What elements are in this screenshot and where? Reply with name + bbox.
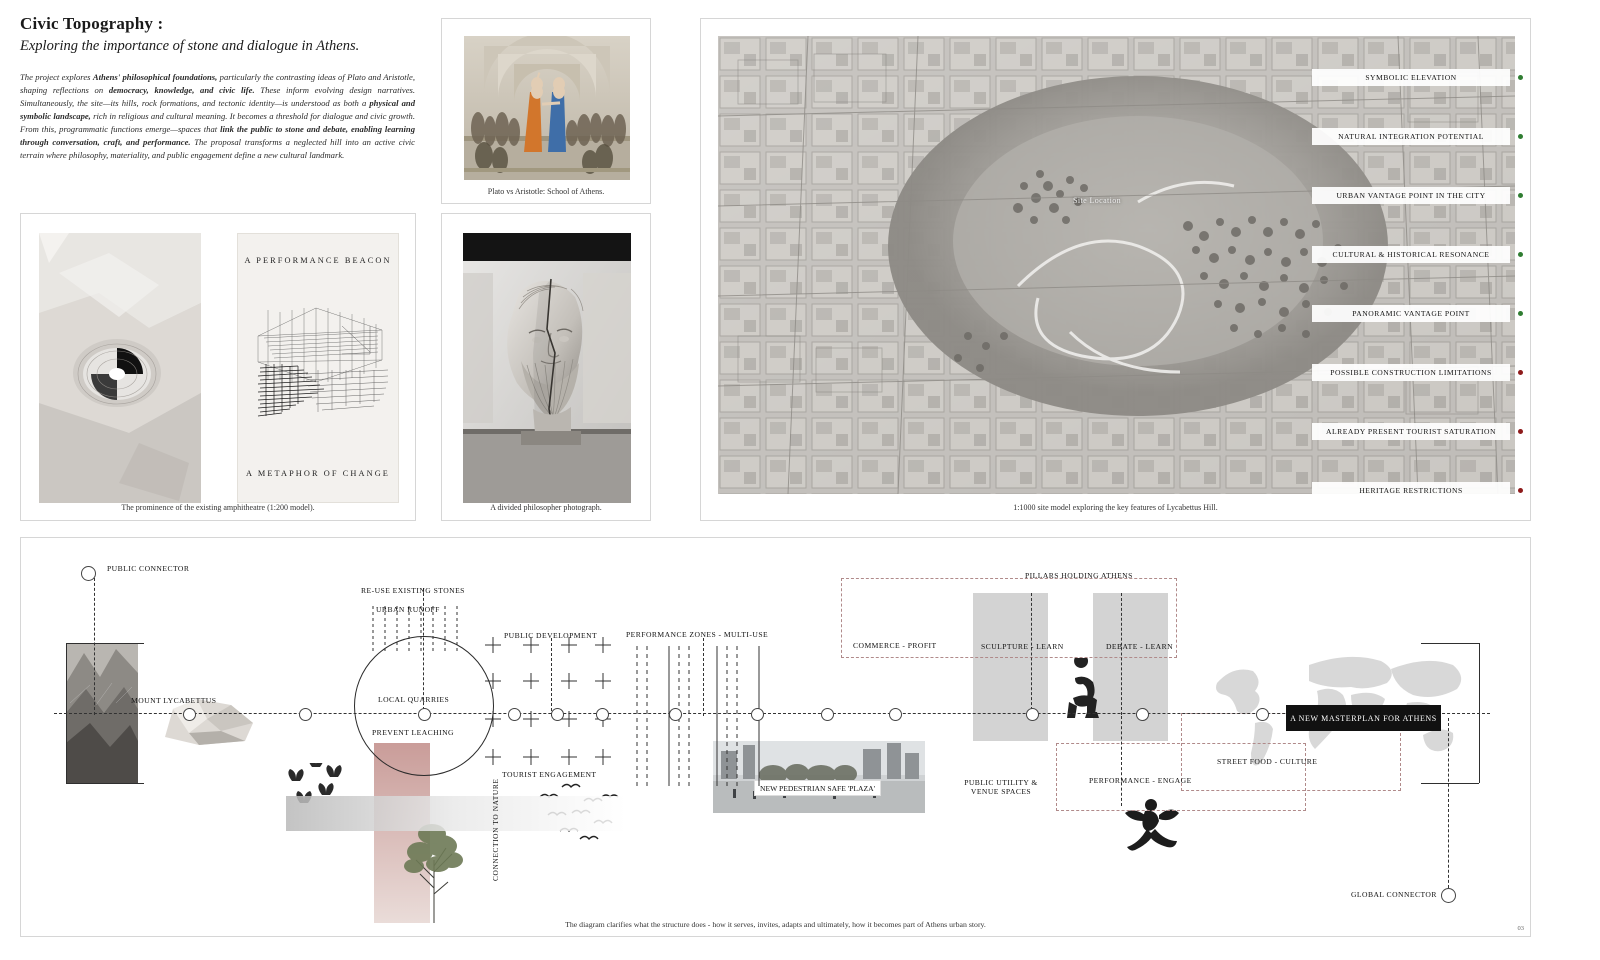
diagram-caption: The diagram clarifies what the structure does - how it serves, invites, adapts and ultimately, how it becomes part of Athens urban story. <box>565 920 986 929</box>
node-tourist-engagement[interactable] <box>596 708 609 721</box>
node-debate[interactable] <box>1136 708 1149 721</box>
panel-philosopher <box>441 213 651 521</box>
label-sculpture: SCULPTURE - LEARN <box>981 642 1064 651</box>
label-prevent-leaching: PREVENT LEACHING <box>372 728 454 737</box>
public-connector-line <box>94 573 95 715</box>
thinker-figure <box>1061 658 1109 720</box>
site-tag <box>1312 187 1510 204</box>
label-global-connector: GLOBAL CONNECTOR <box>1351 890 1437 899</box>
label-performance-zones: PERFORMANCE ZONES - MULTI-USE <box>626 630 769 639</box>
label-connection-to-nature: CONNECTION TO NATURE <box>491 778 500 881</box>
performance-connector-line <box>1121 716 1122 806</box>
title-block <box>20 14 415 162</box>
site-tag-dot-icon <box>1518 75 1523 80</box>
plaza-label: NEW PEDESTRIAN SAFE 'PLAZA' <box>754 780 881 796</box>
label-mount-lycabettus: MOUNT LYCABETTUS <box>131 696 217 705</box>
beacon-top-label: A PERFORMANCE BEACON <box>244 256 392 265</box>
site-tag-label: ALREADY PRESENT TOURIST SATURATION <box>1326 427 1496 436</box>
site-tag-label: POSSIBLE CONSTRUCTION LIMITATIONS <box>1330 368 1492 377</box>
frame-tick-right-top <box>1421 643 1479 644</box>
amphitheatre-model-image <box>39 233 201 503</box>
performance-zone-connector-line <box>703 638 704 716</box>
label-debate: DEBATE - LEARN <box>1106 642 1174 651</box>
page-number: 03 <box>1517 925 1524 932</box>
diagram-canvas <box>21 538 1530 936</box>
panel-site-model <box>700 18 1531 521</box>
label-public-connector: PUBLIC CONNECTOR <box>107 564 190 573</box>
site-tag-dot-icon <box>1518 193 1523 198</box>
frame-tick-left-top <box>66 643 144 644</box>
node-global-connector[interactable] <box>1441 888 1456 903</box>
site-tag <box>1312 364 1510 381</box>
site-tag-label: CULTURAL & HISTORICAL RESONANCE <box>1332 250 1490 259</box>
performance-beacon-card <box>237 233 399 503</box>
label-urban-runoff: URBAN RUNOFF <box>376 605 440 614</box>
site-tag-label: NATURAL INTEGRATION POTENTIAL <box>1338 132 1484 141</box>
label-reuse-stones: RE-USE EXISTING STONES <box>361 586 465 595</box>
site-location-label: Site Location <box>1073 196 1122 205</box>
beacon-bottom-label: A METAPHOR OF CHANGE <box>246 469 390 478</box>
panel-plato-aristotle <box>441 18 651 204</box>
label-commerce: COMMERCE - PROFIT <box>853 641 937 650</box>
panel-amphitheatre-model <box>20 213 416 521</box>
node-public-development[interactable] <box>551 708 564 721</box>
debate-connector-line <box>1121 593 1122 715</box>
site-tag-label: HERITAGE RESTRICTIONS <box>1359 486 1463 495</box>
label-public-utility: PUBLIC UTILITY & VENUE SPACES <box>964 778 1038 796</box>
site-tag-dot-icon <box>1518 429 1523 434</box>
panel-philosopher-caption: A divided philosopher photograph. <box>490 503 602 512</box>
panel-model-caption: The prominence of the existing amphitheatre (1:200 model). <box>121 503 315 512</box>
performance-zone-lines <box>631 646 761 786</box>
label-pillars: PILLARS HOLDING ATHENS <box>1025 571 1133 580</box>
beacon-sketch <box>246 296 392 436</box>
site-tag <box>1312 246 1510 263</box>
site-tag <box>1312 423 1510 440</box>
node-stones[interactable] <box>299 708 312 721</box>
node-public-connector[interactable] <box>81 566 96 581</box>
timeline-axis <box>54 713 1490 714</box>
site-tag-label: PANORAMIC VANTAGE POINT <box>1352 309 1470 318</box>
node-sculpture[interactable] <box>1026 708 1039 721</box>
node-performance-zones[interactable] <box>669 708 682 721</box>
school-of-athens-image <box>464 36 630 180</box>
site-tag-label: URBAN VANTAGE POINT IN THE CITY <box>1336 191 1486 200</box>
label-performance-engage: PERFORMANCE - ENGAGE <box>1089 776 1192 785</box>
site-tag-dot-icon <box>1518 488 1523 493</box>
node-commerce[interactable] <box>821 708 834 721</box>
node-quarries[interactable] <box>418 708 431 721</box>
project-description: The project explores Athens' philosophical foundations, particularly the contrasting ideas of Plato and Aristotle, shaping reflections on democracy, knowledge, and civic life. These inform evolving design narratives. Simultaneously, the site—its hills, rock formations, and tectonic identity—is understood as both a physical and symbolic landscape, rich in religious and cultural meaning. It becomes a threshold for dialogue and civic growth. From this, programmatic functions emerge—spaces that link the public to stone and debate, enabling learning through conversation, craft, and performance. The proposal transforms a neglected hill into an active civic terrain where philosophy, materiality, and public engagement define a new cultural landmark. <box>20 72 416 161</box>
masterplan-bar: A NEW MASTERPLAN FOR ATHENS <box>1286 705 1441 731</box>
label-local-quarries: LOCAL QUARRIES <box>378 695 450 704</box>
node-mount-lycabettus[interactable] <box>183 708 196 721</box>
global-connector-line <box>1448 718 1449 893</box>
label-public-development: PUBLIC DEVELOPMENT <box>504 631 598 640</box>
site-tag-dot-icon <box>1518 134 1523 139</box>
node-plaza[interactable] <box>751 708 764 721</box>
page-subtitle: Exploring the importance of stone and dialogue in Athens. <box>20 38 360 54</box>
label-street-food: STREET FOOD - CULTURE <box>1217 757 1318 766</box>
panel-site-caption: 1:1000 site model exploring the key features of Lycabettus Hill. <box>1013 503 1218 512</box>
development-connector-line <box>551 638 552 716</box>
site-tag-dot-icon <box>1518 311 1523 316</box>
local-quarries-circle <box>354 636 494 776</box>
node-runoff[interactable] <box>508 708 521 721</box>
frame-tick-right-bottom <box>1421 783 1479 784</box>
site-tag <box>1312 69 1510 86</box>
panel-plato-caption: Plato vs Aristotle: School of Athens. <box>487 187 605 196</box>
frame-tick-left-bottom <box>66 783 144 784</box>
sculpture-connector-line <box>1031 593 1032 715</box>
site-tag-label: SYMBOLIC ELEVATION <box>1365 73 1457 82</box>
public-development-grid <box>481 633 616 778</box>
page-title: Civic Topography : <box>20 14 164 33</box>
node-utility[interactable] <box>889 708 902 721</box>
gradient-band <box>286 796 626 831</box>
site-tag <box>1312 482 1510 499</box>
site-tag-dot-icon <box>1518 252 1523 257</box>
node-street-food[interactable] <box>1256 708 1269 721</box>
site-tag <box>1312 305 1510 322</box>
label-tourist-engagement: TOURIST ENGAGEMENT <box>502 770 597 779</box>
divided-philosopher-image <box>463 233 631 503</box>
panel-masterplan-diagram <box>20 537 1531 937</box>
site-tag <box>1312 128 1510 145</box>
site-tag-dot-icon <box>1518 370 1523 375</box>
